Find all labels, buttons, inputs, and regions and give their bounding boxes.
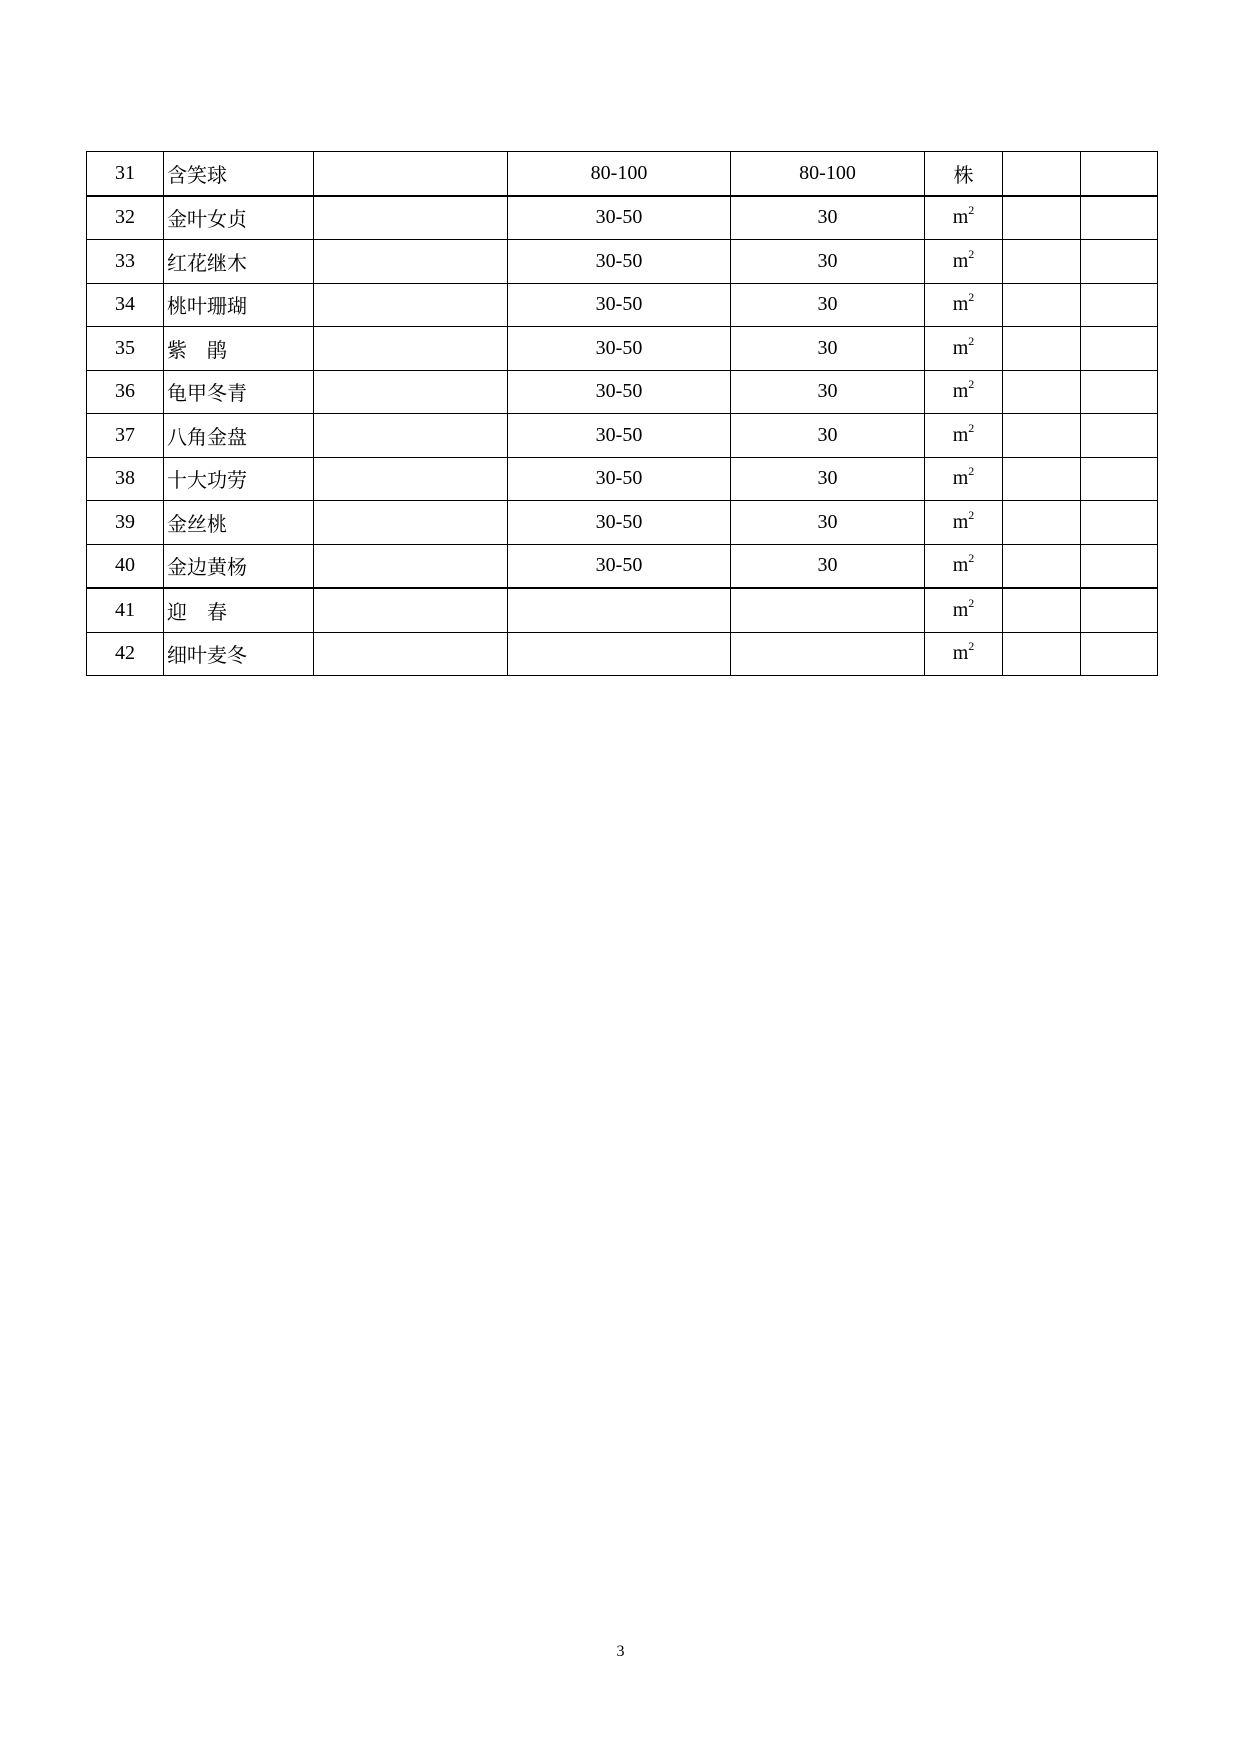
table-row — [87, 414, 1158, 458]
plant-name-cell: 八角金盘 — [164, 414, 314, 458]
unit-text: m — [952, 554, 969, 577]
spec-height-cell — [508, 632, 731, 676]
empty-cell — [314, 370, 508, 414]
spec-crown-cell: 80-100 — [731, 152, 925, 196]
table-row — [87, 240, 1158, 284]
spec-height-cell: 30-50 — [508, 414, 731, 458]
table-row — [87, 501, 1158, 545]
spec-height-cell: 30-50 — [508, 501, 731, 545]
plant-name-cell: 细叶麦冬 — [164, 632, 314, 676]
spec-crown-cell: 30 — [731, 196, 925, 240]
spec-height-cell: 30-50 — [508, 240, 731, 284]
row-number-cell: 38 — [87, 457, 164, 501]
unit-cell — [925, 370, 1003, 414]
empty-cell — [1081, 457, 1158, 501]
row-number-cell: 40 — [87, 544, 164, 588]
row-number-cell: 33 — [87, 240, 164, 284]
plant-name-cell: 桃叶珊瑚 — [164, 283, 314, 327]
unit-text: m — [952, 206, 969, 229]
unit-text: m — [952, 249, 969, 272]
unit-cell — [925, 501, 1003, 545]
spec-crown-cell: 30 — [731, 414, 925, 458]
page-number: 3 — [616, 1643, 625, 1660]
table-row — [87, 196, 1158, 240]
empty-cell — [1003, 283, 1081, 327]
unit-cell — [925, 283, 1003, 327]
empty-cell — [314, 544, 508, 588]
empty-cell — [314, 414, 508, 458]
spec-height-cell: 30-50 — [508, 370, 731, 414]
empty-cell — [1003, 414, 1081, 458]
empty-cell — [314, 501, 508, 545]
empty-cell — [1003, 327, 1081, 371]
empty-cell — [1003, 370, 1081, 414]
plant-name-cell: 红花继木 — [164, 240, 314, 284]
row-number-cell: 32 — [87, 196, 164, 240]
spec-crown-cell: 30 — [731, 240, 925, 284]
spec-height-cell: 30-50 — [508, 457, 731, 501]
unit-text: m — [952, 467, 969, 490]
unit-cell — [925, 152, 1003, 196]
unit-superscript: 2 — [968, 290, 975, 305]
table-row — [87, 327, 1158, 371]
row-number-cell: 42 — [87, 632, 164, 676]
empty-cell — [1081, 283, 1158, 327]
row-number-cell: 31 — [87, 152, 164, 196]
spec-crown-cell: 30 — [731, 283, 925, 327]
row-number-cell: 35 — [87, 327, 164, 371]
spec-crown-cell: 30 — [731, 544, 925, 588]
empty-cell — [1081, 632, 1158, 676]
spec-height-cell: 30-50 — [508, 327, 731, 371]
unit-superscript: 2 — [968, 595, 975, 610]
row-number-cell: 36 — [87, 370, 164, 414]
unit-text: m — [952, 598, 969, 621]
empty-cell — [1081, 196, 1158, 240]
unit-text: m — [952, 336, 969, 359]
unit-cell — [925, 414, 1003, 458]
plant-table — [86, 151, 1158, 676]
unit-superscript: 2 — [968, 203, 975, 218]
unit-superscript: 2 — [968, 639, 975, 654]
unit-superscript: 2 — [968, 464, 975, 479]
plant-name-cell: 金叶女贞 — [164, 196, 314, 240]
empty-cell — [1081, 501, 1158, 545]
unit-superscript: 2 — [968, 507, 975, 522]
unit-cell — [925, 196, 1003, 240]
unit-cell — [925, 588, 1003, 632]
row-number-cell: 41 — [87, 588, 164, 632]
table-row — [87, 370, 1158, 414]
unit-cell — [925, 457, 1003, 501]
table-row — [87, 588, 1158, 632]
unit-text: m — [952, 293, 969, 316]
row-number-cell: 39 — [87, 501, 164, 545]
spec-crown-cell: 30 — [731, 327, 925, 371]
spec-crown-cell: 30 — [731, 501, 925, 545]
empty-cell — [314, 283, 508, 327]
plant-name-cell: 十大功劳 — [164, 457, 314, 501]
row-number-cell: 34 — [87, 283, 164, 327]
plant-name-cell: 紫 鹃 — [164, 327, 314, 371]
unit-superscript: 2 — [968, 551, 975, 566]
empty-cell — [1081, 544, 1158, 588]
unit-superscript: 2 — [968, 420, 975, 435]
empty-cell — [314, 588, 508, 632]
unit-cell — [925, 632, 1003, 676]
table-body — [87, 152, 1158, 676]
spec-height-cell: 30-50 — [508, 283, 731, 327]
spec-crown-cell: 30 — [731, 370, 925, 414]
empty-cell — [314, 632, 508, 676]
empty-cell — [314, 457, 508, 501]
empty-cell — [314, 152, 508, 196]
empty-cell — [1003, 588, 1081, 632]
empty-cell — [1081, 588, 1158, 632]
spec-height-cell: 80-100 — [508, 152, 731, 196]
spec-crown-cell — [731, 588, 925, 632]
unit-cell — [925, 240, 1003, 284]
unit-superscript: 2 — [968, 333, 975, 348]
unit-text: m — [952, 642, 969, 665]
spec-crown-cell — [731, 632, 925, 676]
spec-height-cell: 30-50 — [508, 544, 731, 588]
plant-name-cell: 龟甲冬青 — [164, 370, 314, 414]
table-row — [87, 283, 1158, 327]
unit-cell — [925, 327, 1003, 371]
row-number-cell: 37 — [87, 414, 164, 458]
empty-cell — [314, 196, 508, 240]
unit-superscript: 2 — [968, 377, 975, 392]
table-row — [87, 152, 1158, 196]
empty-cell — [1003, 240, 1081, 284]
unit-superscript: 2 — [968, 246, 975, 261]
empty-cell — [1003, 196, 1081, 240]
empty-cell — [1003, 501, 1081, 545]
plant-name-cell: 迎 春 — [164, 588, 314, 632]
empty-cell — [314, 327, 508, 371]
empty-cell — [1081, 240, 1158, 284]
plant-name-cell: 金边黄杨 — [164, 544, 314, 588]
empty-cell — [1081, 414, 1158, 458]
empty-cell — [1003, 457, 1081, 501]
spec-height-cell — [508, 588, 731, 632]
unit-text: m — [952, 380, 969, 403]
unit-text: m — [952, 423, 969, 446]
unit-cell — [925, 544, 1003, 588]
unit-text: 株 — [953, 164, 974, 187]
spec-crown-cell: 30 — [731, 457, 925, 501]
table-row — [87, 632, 1158, 676]
unit-text: m — [952, 510, 969, 533]
table-row — [87, 544, 1158, 588]
plant-name-cell: 含笑球 — [164, 152, 314, 196]
plant-name-cell: 金丝桃 — [164, 501, 314, 545]
empty-cell — [314, 240, 508, 284]
empty-cell — [1003, 152, 1081, 196]
empty-cell — [1003, 544, 1081, 588]
empty-cell — [1081, 327, 1158, 371]
table-row — [87, 457, 1158, 501]
empty-cell — [1003, 632, 1081, 676]
empty-cell — [1081, 152, 1158, 196]
empty-cell — [1081, 370, 1158, 414]
spec-height-cell: 30-50 — [508, 196, 731, 240]
